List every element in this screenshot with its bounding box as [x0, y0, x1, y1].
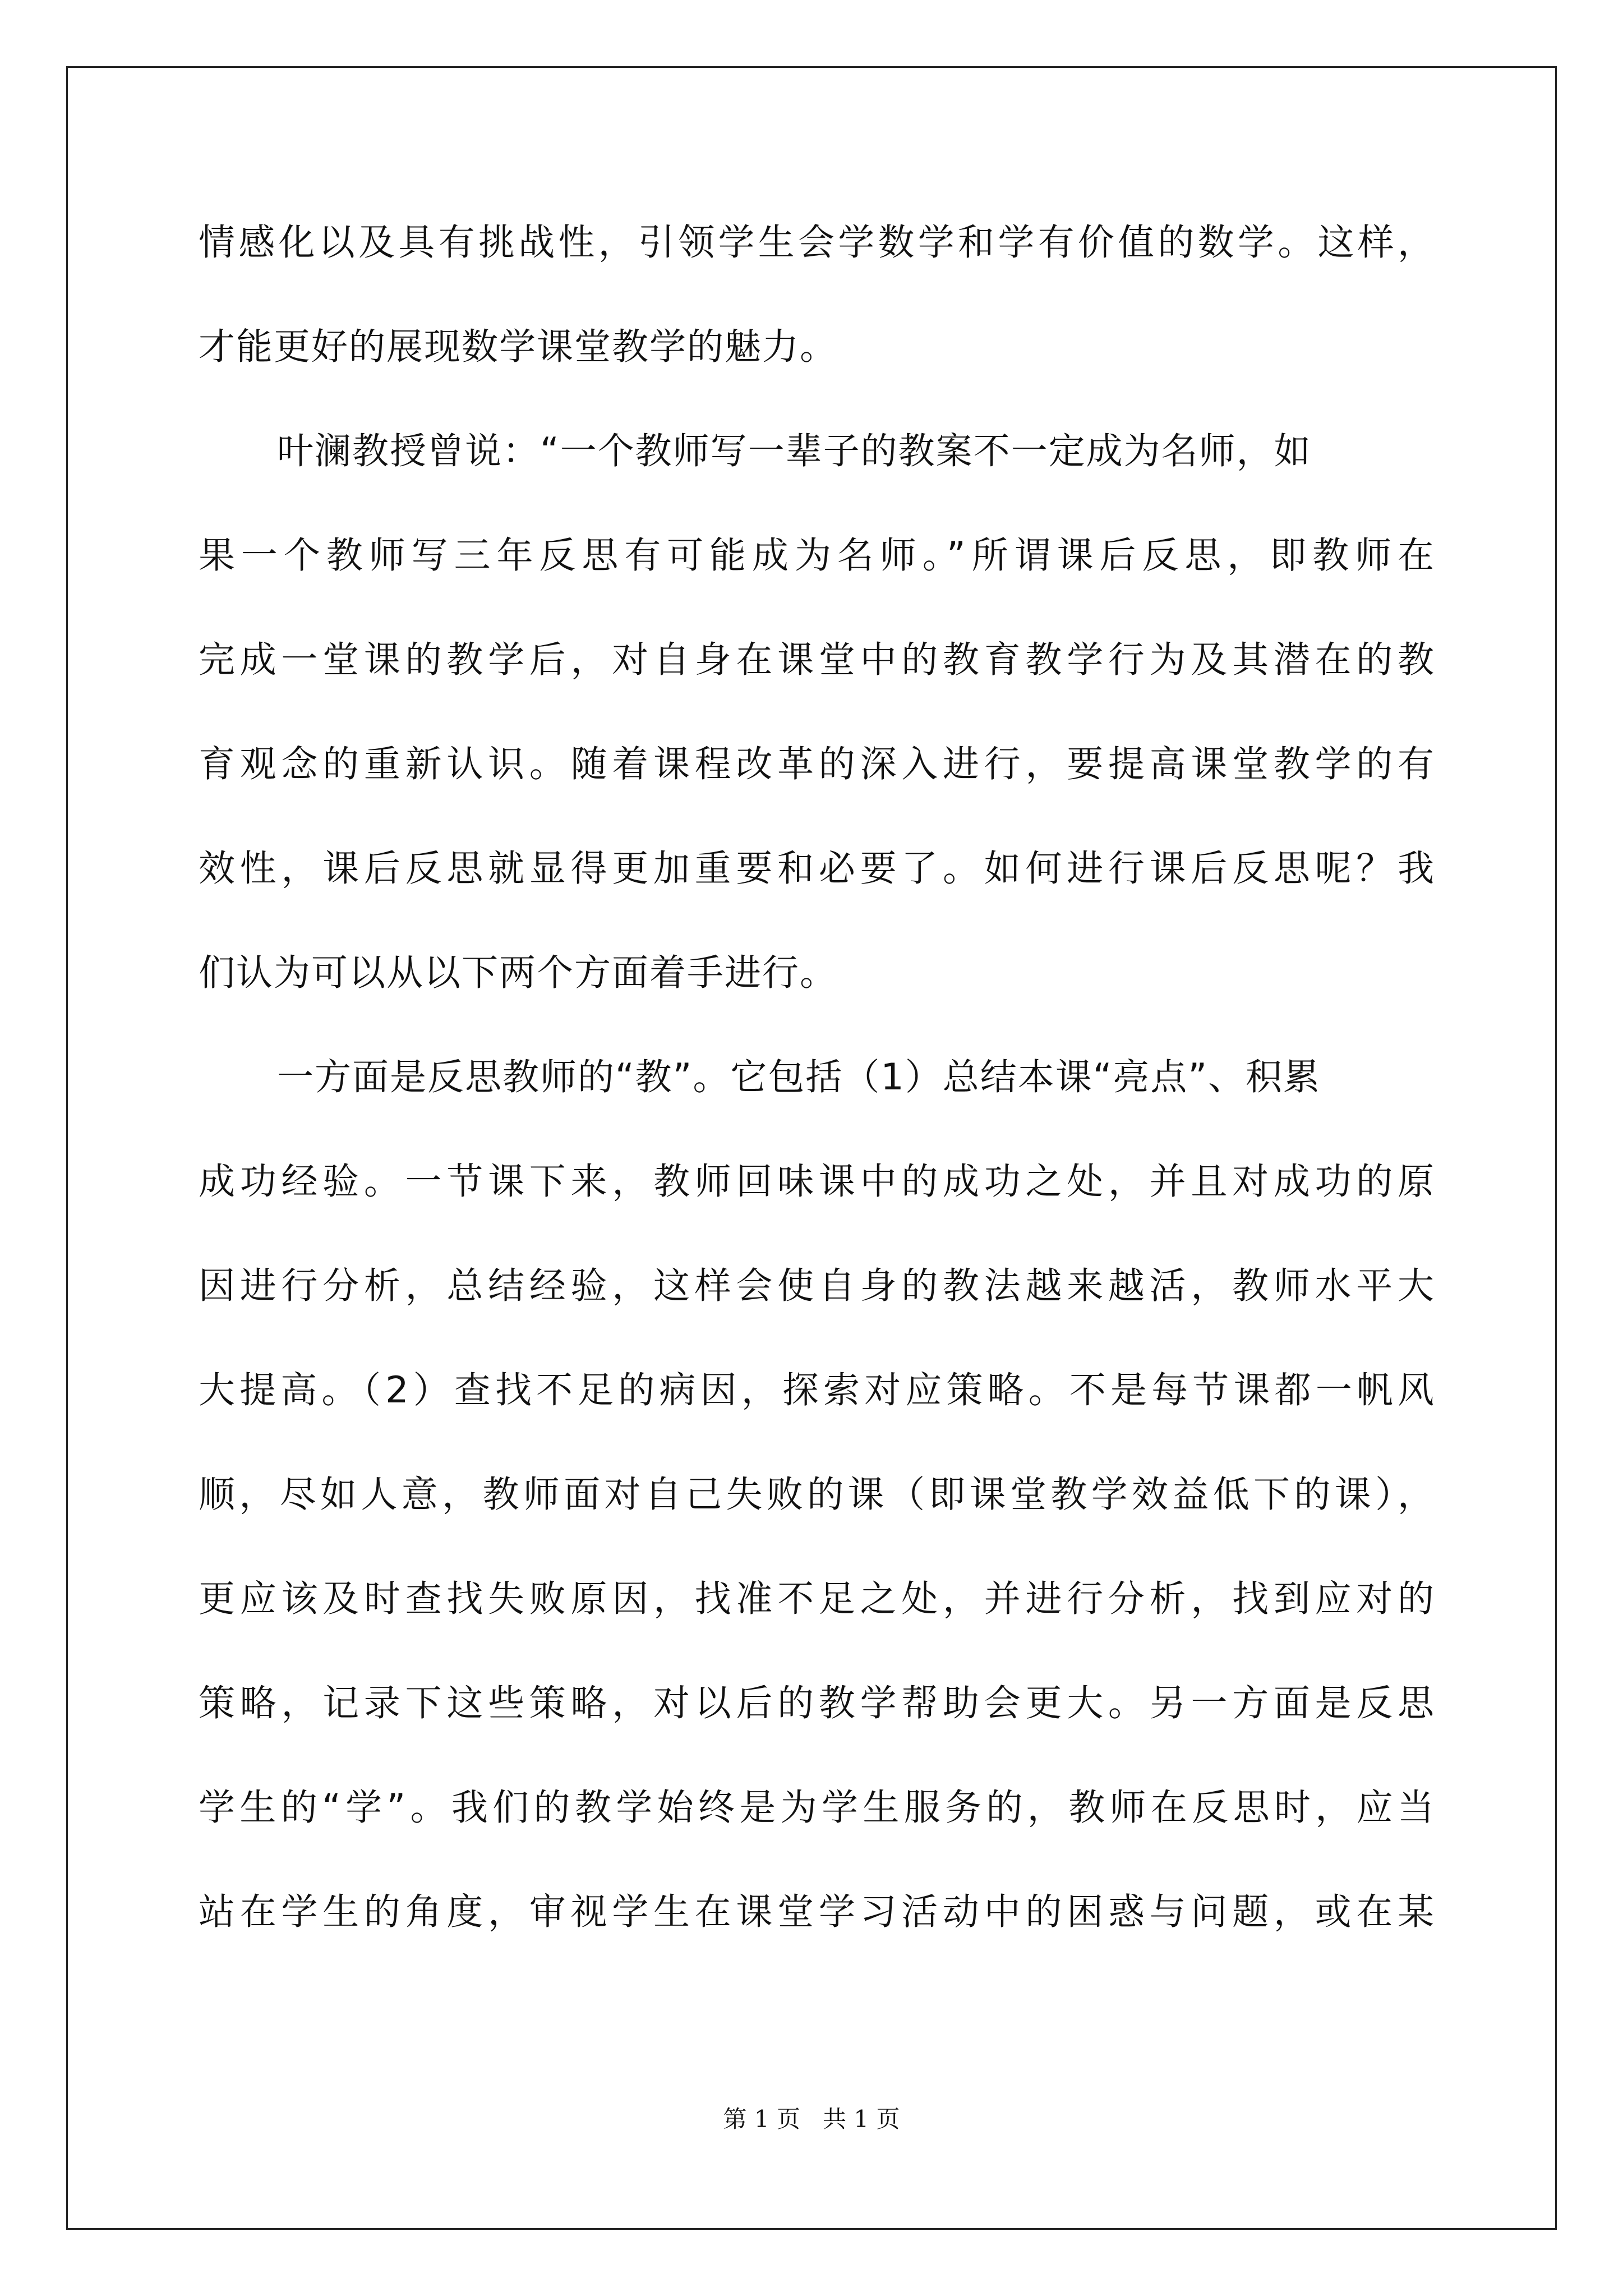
page-number: 第 1 页: [723, 2105, 800, 2133]
page-footer: [0, 2101, 1623, 2134]
text-line-5: 完成一堂课的教学后，对自身在课堂中的教育教学行为及其潜在的教: [199, 639, 1435, 681]
document-body: [199, 191, 1435, 1964]
text-line-10: 成功经验。一节课下来，教师回味课中的成功之处，并且对成功的原: [199, 1161, 1435, 1203]
text-line-14: 更应该及时查找失败原因，找准不足之处，并进行分析，找到应对的: [199, 1578, 1435, 1620]
text-line-7: 效性，课后反思就显得更加重要和必要了。如何进行课后反思呢？我: [199, 848, 1435, 890]
text-line-2: 才能更好的展现数学课堂教学的魅力。: [199, 326, 838, 368]
page-total: 共 1 页: [823, 2105, 900, 2133]
text-line-13: 顺，尽如人意，教师面对自己失败的课（即课堂教学效益低下的课），: [199, 1474, 1435, 1516]
text-line-9: 一方面是反思教师的“教”。它包括（1）总结本课“亮点”、积累: [277, 1056, 1321, 1098]
text-line-1: 情感化以及具有挑战性，引领学生会学数学和学有价值的数学。这样，: [199, 222, 1435, 264]
text-line-15: 策略，记录下这些策略，对以后的教学帮助会更大。另一方面是反思: [199, 1682, 1435, 1724]
text-line-8: 们认为可以从以下两个方面着手进行。: [199, 952, 838, 994]
text-line-3: 叶澜教授曾说：“一个教师写一辈子的教案不一定成为名师，如: [277, 430, 1312, 472]
text-line-17: 站在学生的角度，审视学生在课堂学习活动中的困惑与问题，或在某: [199, 1891, 1435, 1933]
text-line-11: 因进行分析，总结经验，这样会使自身的教法越来越活，教师水平大: [199, 1265, 1435, 1307]
text-line-4: 果一个教师写三年反思有可能成为名师。”所谓课后反思，即教师在: [199, 535, 1435, 577]
text-line-16: 学生的“学”。我们的教学始终是为学生服务的，教师在反思时，应当: [199, 1787, 1435, 1829]
text-line-6: 育观念的重新认识。随着课程改革的深入进行，要提高课堂教学的有: [199, 743, 1435, 785]
text-line-12: 大提高。（2）查找不足的病因，探索对应策略。不是每节课都一帆风: [199, 1369, 1435, 1411]
